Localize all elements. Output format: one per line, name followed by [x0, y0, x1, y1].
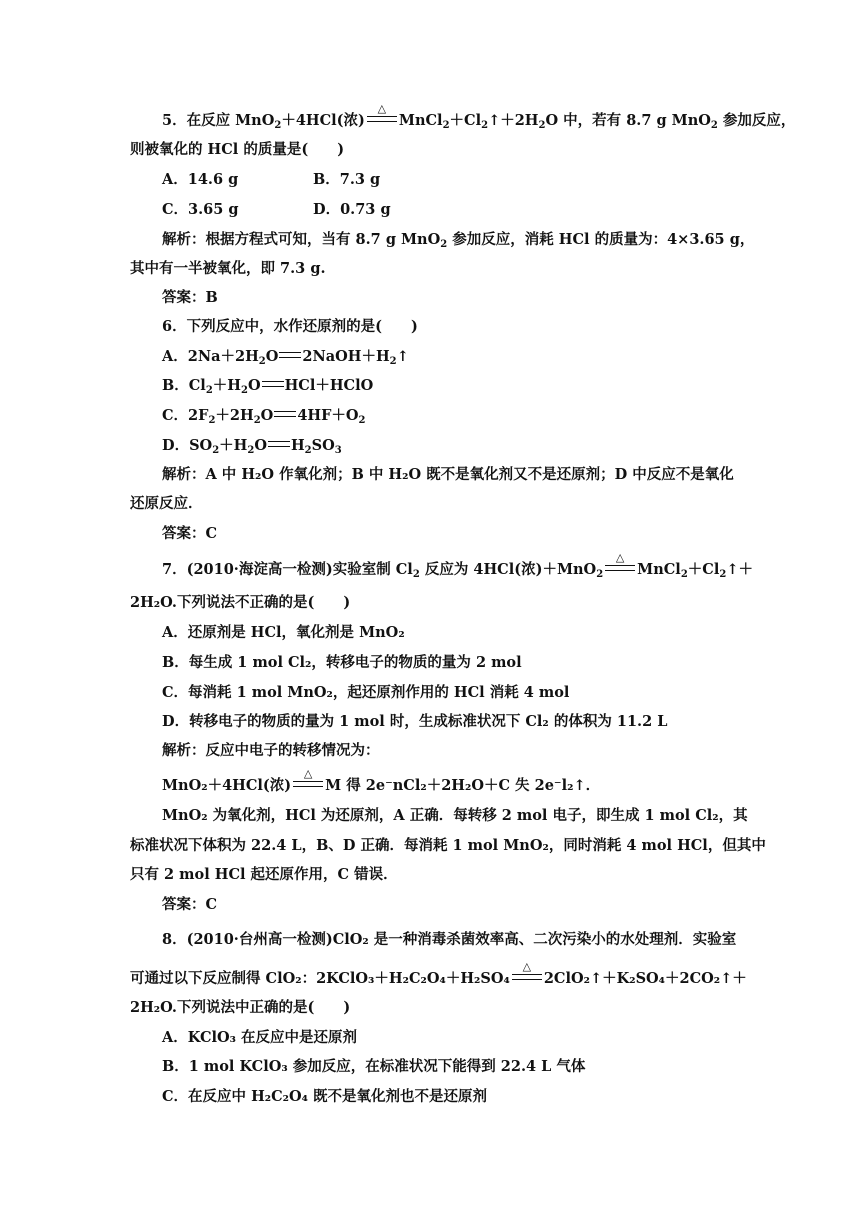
- q8-stem-line1: [162, 931, 736, 949]
- heat-triangle-icon: △: [615, 551, 625, 564]
- heat-triangle-icon: △: [522, 960, 532, 973]
- q6-option-b: B．$Cl_2+H_2O$ HCl＋HClO: [162, 377, 374, 396]
- equals-sign: [274, 411, 296, 417]
- q5-stem-text: ↑＋2H: [488, 112, 539, 129]
- q8-stem-text: )ClO₂ 是一种消毒杀菌效率高、二次污染小的水处理剂．实验室: [325, 931, 737, 948]
- q5-stem-line1: 5．在反应 MnO$_2$＋4HCl(浓) △ $MnCl_2+Cl_2↑+2H_2O$ 中，若有 8.7 g MnO$_2$ 参加反应，: [162, 102, 796, 131]
- q7-stem-text: )实验室制 Cl: [325, 561, 413, 578]
- heat-triangle-icon: △: [377, 102, 387, 115]
- q6-option-text: 2NaOH＋H: [302, 348, 390, 365]
- q8-option-b: B．1 mol KClO₃ 参加反应，在标准状况下能得到 22.4 L 气体: [162, 1058, 586, 1075]
- q7-stem-text: ↑＋: [726, 561, 753, 578]
- q7-answer: 答案：C: [162, 896, 218, 913]
- q8-stem-line2: [130, 960, 747, 988]
- q5-stem-text: 5．在反应 MnO: [162, 112, 275, 129]
- q6-option-text: O: [247, 377, 261, 394]
- q6-option-text: B．Cl: [162, 377, 206, 394]
- q6-option-a: A．$2Na+2H_2O$ $2NaOH+H_2↑$: [162, 348, 409, 367]
- q7-stem-text: ＋Cl: [687, 561, 720, 578]
- q6-analysis-line2: 还原反应．: [130, 495, 203, 512]
- q8-source: 台州高一检测: [238, 932, 326, 948]
- q5-stem-text: MnCl: [398, 112, 443, 129]
- q7-equation-text: M 得 2e⁻nCl₂＋2H₂O＋C 失 2e⁻l₂↑．: [325, 777, 601, 794]
- q7-analysis-title: 解析：反应中电子的转移情况为：: [162, 742, 380, 759]
- q6-option-text: H: [290, 437, 305, 454]
- q6-option-text: O: [260, 407, 274, 424]
- q7-electron-transfer-equation: [162, 767, 601, 795]
- heat-equals-sign: [512, 960, 542, 980]
- q5-stem-text: O 中，若有 8.7 g MnO: [545, 112, 711, 129]
- heat-equals-sign: [293, 767, 323, 787]
- q6-answer: 答案：C: [162, 525, 218, 542]
- q5-option-a: A．14.6 g: [162, 171, 239, 188]
- q8-stem-text: 2ClO₂↑＋K₂SO₄＋2CO₂↑＋: [543, 970, 747, 987]
- q6-option-text: ＋H: [212, 377, 241, 394]
- q6-option-text: ＋2H: [215, 407, 254, 424]
- q7-stem-text: 反应为 4HCl(浓)＋MnO: [419, 561, 597, 578]
- q7-analysis-line1: MnO₂ 为氧化剂，HCl 为还原剂，A 正确．每转移 2 mol 电子，即生成 1 mol Cl₂，其: [162, 807, 748, 824]
- q7-stem-text: 7．(2010·: [162, 561, 239, 578]
- q8-stem-text: 可通过以下反应制得 ClO₂：2KClO₃＋H₂C₂O₄＋H₂SO₄: [130, 970, 510, 987]
- q7-analysis-line2: 标准状况下体积为 22.4 L，B、D 正确．每消耗 1 mol MnO₂，同时消耗 4 mol HCl，但其中: [130, 837, 766, 854]
- q6-option-text: HCl＋HClO: [284, 377, 374, 394]
- q6-option-c: C．$2F_2+2H_2O$ $4HF+O_2$: [162, 407, 366, 426]
- q6-option-d: D．$SO_2+H_2O$ $H_2SO_3$: [162, 437, 342, 456]
- q6-option-text: D．SO: [162, 437, 213, 454]
- q7-stem-text: MnCl: [637, 561, 681, 578]
- q5-option-d: D．0.73 g: [313, 201, 391, 218]
- q7-analysis-line3: 只有 2 mol HCl 起还原作用，C 错误．: [130, 866, 398, 883]
- q5-stem-text: ＋Cl: [449, 112, 482, 129]
- q8-stem-text: 8．(2010·: [162, 931, 239, 948]
- q5-answer: 答案：B: [162, 289, 218, 306]
- q8-stem-line3: 2H₂O.下列说法中正确的是( ): [130, 999, 351, 1016]
- q5-stem-text: 参加反应，: [717, 112, 796, 129]
- q6-option-text: A．2Na＋2H: [162, 348, 259, 365]
- q5-stem-line2: 则被氧化的 HCl 的质量是( ): [130, 141, 345, 158]
- q7-stem-line1: 7．(2010·海淀高一检测)实验室制 $Cl_2$ 反应为 4HCl(浓)＋MnO$_2$ △ $MnCl_2+Cl_2↑+$: [162, 551, 753, 580]
- q5-analysis-text: 解析：根据方程式可知，当有 8.7 g MnO: [162, 231, 441, 248]
- q8-option-c: C．在反应中 H₂C₂O₄ 既不是氧化剂也不是还原剂: [162, 1088, 488, 1105]
- q6-option-text: O: [254, 437, 267, 454]
- q6-analysis-line1: 解析：A 中 H₂O 作氧化剂；B 中 H₂O 既不是氧化剂又不是还原剂；D 中反应不是氧化: [162, 466, 734, 483]
- equals-sign: [262, 381, 284, 387]
- heat-equals-sign: [367, 102, 397, 122]
- q5-analysis-text: 参加反应，消耗 HCl 的质量为：4×3.65 g，: [447, 231, 755, 248]
- q7-stem-line2: 2H₂O.下列说法不正确的是( ): [130, 594, 351, 611]
- q7-source: 海淀高一检测: [238, 562, 326, 578]
- q5-stem-text: ＋4HCl(浓): [281, 112, 365, 129]
- q6-option-text: 4HF＋O: [297, 407, 359, 424]
- q6-option-text: SO: [311, 437, 335, 454]
- q6-option-text: ＋H: [219, 437, 248, 454]
- q7-equation-text: MnO₂＋4HCl(浓): [162, 777, 292, 794]
- q7-option-a: A．还原剂是 HCl，氧化剂是 MnO₂: [162, 624, 405, 641]
- q7-option-c: C．每消耗 1 mol MnO₂，起还原剂作用的 HCl 消耗 4 mol: [162, 684, 570, 701]
- equals-sign: [268, 441, 290, 447]
- heat-equals-sign: [605, 551, 635, 571]
- q7-option-d: D．转移电子的物质的量为 1 mol 时，生成标准状况下 Cl₂ 的体积为 11.2 L: [162, 713, 668, 730]
- q6-option-text: C．2F: [162, 407, 209, 424]
- q6-option-text: O: [265, 348, 279, 365]
- equals-sign: [279, 352, 301, 358]
- q6-option-text: ↑: [396, 348, 409, 365]
- q7-option-b: B．每生成 1 mol Cl₂，转移电子的物质的量为 2 mol: [162, 654, 522, 671]
- q8-option-a: A．KClO₃ 在反应中是还原剂: [162, 1029, 358, 1046]
- q5-option-b: B．7.3 g: [313, 171, 381, 188]
- heat-triangle-icon: △: [303, 767, 313, 780]
- q5-option-c: C．3.65 g: [162, 201, 239, 218]
- q6-stem: 6．下列反应中，水作还原剂的是( ): [162, 318, 418, 335]
- q5-analysis-line2: 其中有一半被氧化，即 7.3 g.: [130, 260, 326, 277]
- q5-analysis-line1: 解析：根据方程式可知，当有 8.7 g MnO$_2$ 参加反应，消耗 HCl 的质量为：4×3.65 g，: [162, 231, 755, 250]
